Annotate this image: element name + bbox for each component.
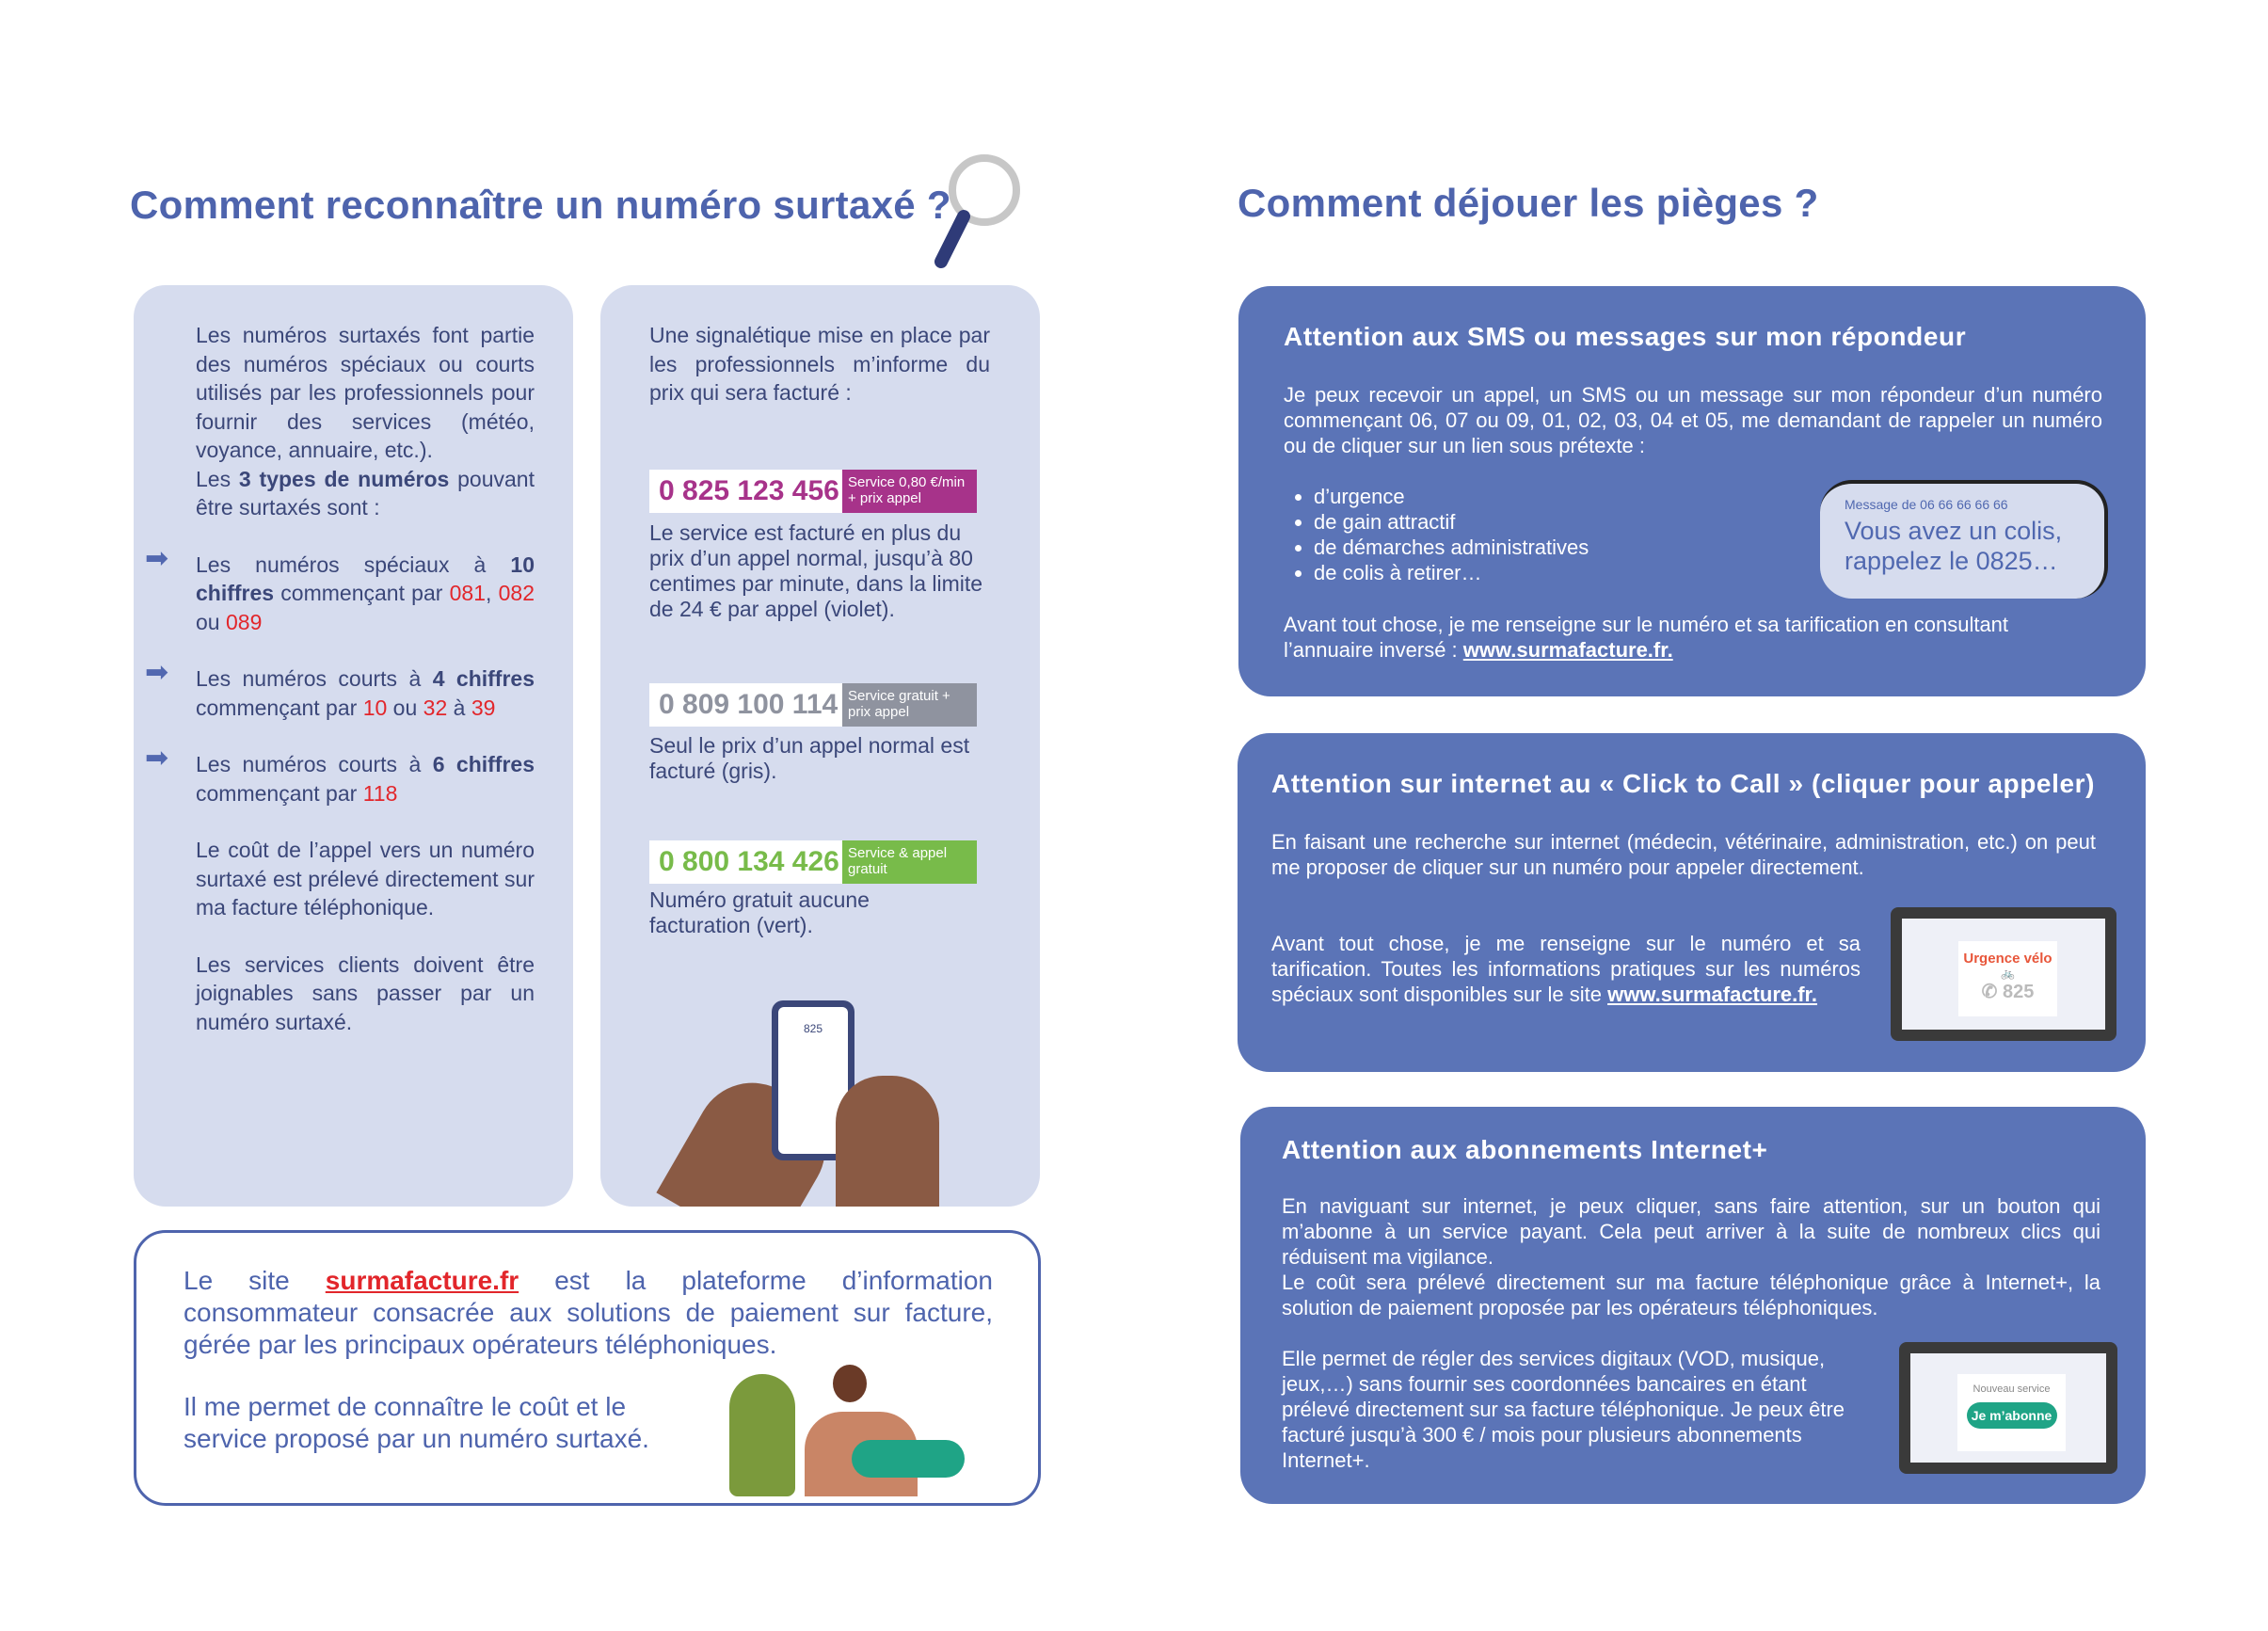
number-badge-violet: 0 825 123 456 Service 0,80 €/min + prix appel [649, 470, 977, 513]
signage-card [600, 285, 1040, 1207]
types-text: Les 3 types de numéros pouvant être surtaxés sont : [196, 466, 535, 520]
click-p1: En faisant une recherche sur internet (médecin, vétérinaire, administration, etc.) on peut me proposer de cliquer sur un numéro pour appeler directement. [1271, 830, 2096, 879]
click-to-call-card [1238, 733, 2146, 1072]
bike-icon: 🚲 [2001, 967, 2015, 980]
internet-p2: Le coût sera prélevé directement sur ma facture téléphonique grâce à Internet+, la solution de paiement proposée par les opérateurs téléphoniques. [1282, 1271, 2100, 1319]
number-badge-grey: 0 809 100 114 Service gratuit + prix appel [649, 683, 977, 727]
monitor-illustration [1899, 1342, 2117, 1474]
internet-plus-card [1240, 1107, 2146, 1504]
bubble-sender: Message de 06 66 66 66 66 [1845, 497, 2008, 512]
bubble-message: Vous avez un colis, rappelez le 0825… [1845, 517, 2063, 575]
arrow-icon: ➡ [145, 542, 169, 574]
cost-text: Le coût de l’appel vers un numéro surtaxé est prélevé directement sur ma facture téléphonique. [196, 838, 535, 919]
right-title: Comment déjouer les pièges ? [1238, 181, 1819, 225]
bullet: • de colis à retirer… [1314, 560, 1589, 585]
grey-desc: Seul le prix d’un appel normal est facturé (gris). [649, 733, 970, 783]
info-text-2: Il me permet de connaître le coût et le service proposé par un numéro surtaxé. [184, 1392, 649, 1453]
popup-number: ✆ 825 [1981, 982, 2035, 1002]
number-badge-green: 0 800 134 426 Service & appel gratuit [649, 840, 977, 884]
info-text: Le site surmafacture.fr est la plateforme d’information consommateur consacrée aux solutions de paiement sur facture, gérée par les principaux opérateurs téléphoniques. [184, 1266, 993, 1359]
phone-illustration [685, 972, 967, 1207]
sms-card [1238, 286, 2146, 696]
sms-bubble [1820, 480, 2108, 599]
surmafacture-link[interactable]: www.surmafacture.fr. [1462, 638, 1673, 662]
surmafacture-info-box [134, 1230, 1041, 1506]
bullet: • d’urgence [1314, 484, 1589, 509]
type-item-2: ➡ Les numéros courts à 4 chiffres commençant par 10 ou 32 à 39 [145, 657, 535, 720]
type-item-1: ➡ Les numéros spéciaux à 10 chiffres commençant par 081, 082 ou 089 [145, 542, 535, 634]
signage-intro: Une signalétique mise en place par les professionnels m’informe du prix qui sera facturé : [649, 323, 990, 405]
arrow-icon: ➡ [145, 743, 169, 774]
violet-desc: Le service est facturé en plus du prix d’un appel normal, jusqu’à 80 centimes par minute, dans la limite de 24 € par appel (violet). [649, 520, 983, 621]
green-desc: Numéro gratuit aucune facturation (vert). [649, 887, 870, 937]
internet-p1: En naviguant sur internet, je peux cliquer, sans faire attention, sur un bouton qui m’abonne à un service payant. Cela peut arriver à la suite de nombreux clics qui réduisent ma vigilance. [1282, 1194, 2100, 1269]
surmafacture-link[interactable]: surmafacture.fr [325, 1266, 519, 1295]
magnifier-icon [932, 151, 1026, 273]
bullet: • de démarches administratives [1314, 535, 1589, 560]
surmafacture-link[interactable]: www.surmafacture.fr. [1607, 983, 1818, 1006]
clients-text: Les services clients doivent être joignables sans passer par un numéro surtaxé. [196, 951, 535, 1034]
phone-screen-number: 825 [778, 1007, 848, 1154]
sms-intro: Je peux recevoir un appel, un SMS ou un message sur mon répondeur d’un numéro commençant 06, 07 ou 09, 01, 02, 03, 04 et 05, me demandant de rappeler un numéro ou de cliquer sur un lien sous prétexte : [1284, 383, 2102, 457]
sms-bullets [1314, 484, 1589, 585]
surtaxe-types-card [134, 285, 573, 1207]
popup-title: Nouveau service [1973, 1383, 2051, 1395]
sms-title: Attention aux SMS ou messages sur mon répondeur [1284, 322, 1967, 351]
type-item-3: ➡ Les numéros courts à 6 chiffres commençant par 118 [145, 743, 535, 806]
monitor-illustration [1891, 907, 2116, 1041]
subscribe-button[interactable]: Je m’abonne [1967, 1402, 2057, 1429]
click-title: Attention sur internet au « Click to Call » (cliquer pour appeler) [1271, 769, 2096, 798]
sms-outro: Avant tout chose, je me renseigne sur le numéro et sa tarification en consultant l’annuaire inversé : www.surmafacture.fr. [1284, 613, 2009, 662]
person-illustration [720, 1365, 1021, 1506]
bullet: • de gain attractif [1314, 509, 1589, 535]
popup-title: Urgence vélo [1963, 951, 2052, 967]
left-title: Comment reconnaître un numéro surtaxé ? [130, 183, 951, 227]
click-p2: Avant tout chose, je me renseigne sur le numéro et sa tarification. Toutes les informations pratiques sur les numéros spéciaux sont disponibles sur le site www.surmafacture.fr. [1271, 932, 1861, 1006]
intro-text: Les numéros surtaxés font partie des numéros spéciaux ou courts utilisés par les professionnels pour fournir des services (météo, voyance, annuaire, etc.). [196, 323, 535, 462]
internet-p3: Elle permet de régler des services digitaux (VOD, musique, jeux,…) sans fournir ses coordonnées bancaires en étant prélevé directement sur sa facture téléphonique. Je peux être facturé jusqu’à 300 € / mois pour plusieurs abonnements Internet+. [1282, 1347, 1845, 1472]
internet-title: Attention aux abonnements Internet+ [1282, 1135, 1768, 1164]
arrow-icon: ➡ [145, 657, 169, 688]
